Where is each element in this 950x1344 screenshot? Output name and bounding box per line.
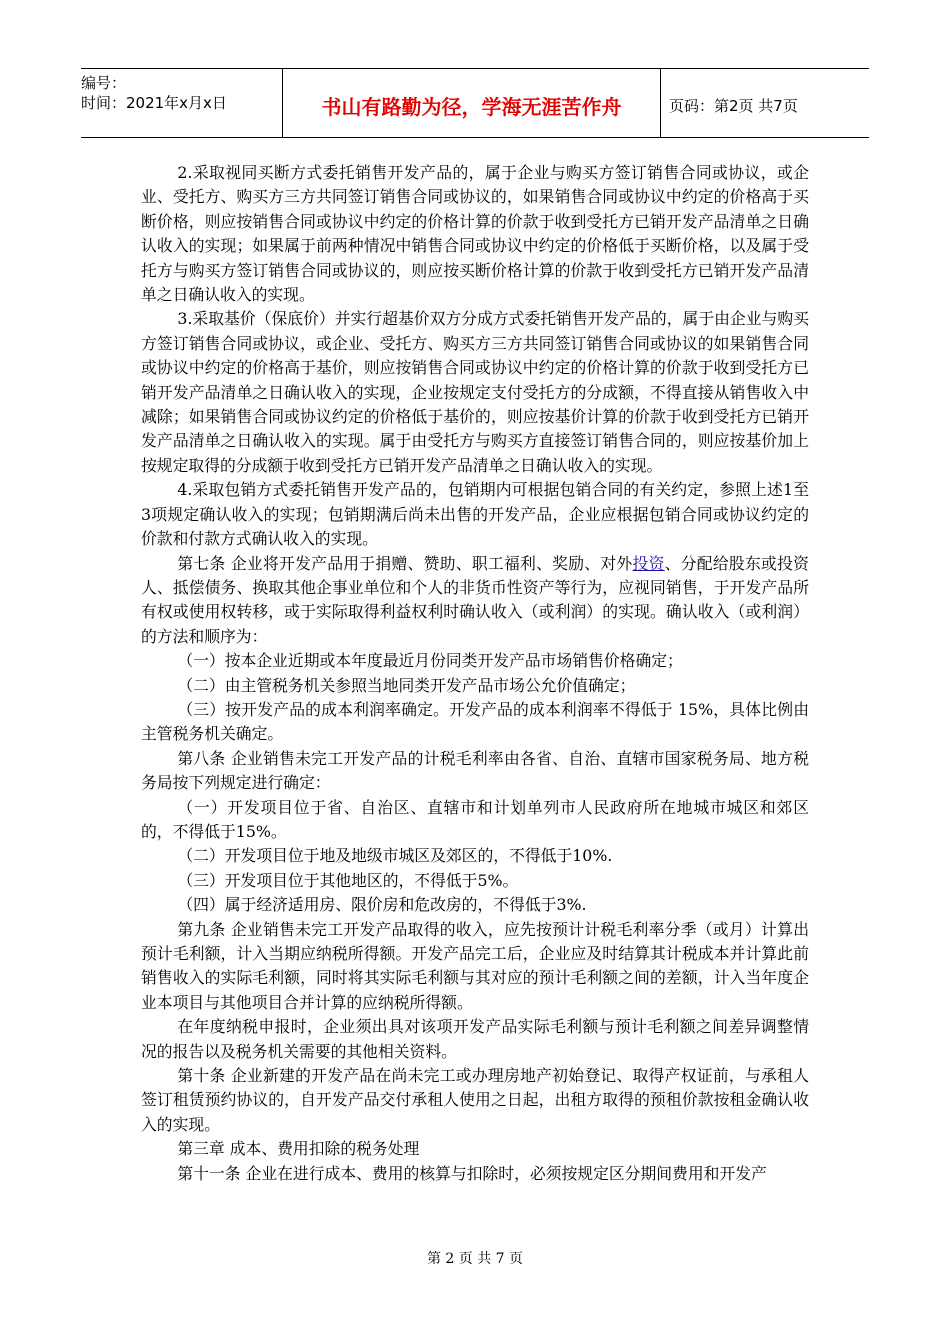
header-page-label: 页码：第2页 共7页 — [669, 96, 798, 115]
paragraph: （三）按开发产品的成本利润率确定。开发产品的成本利润率不得低于 15%，具体比例由主管税务机关确定。 — [141, 699, 809, 744]
paragraph: （四）属于经济适用房、限价房和危改房的，不得低于3%. — [177, 895, 587, 915]
code-label: 编号： — [81, 74, 127, 92]
document-body — [141, 161, 809, 1186]
paragraph: 在年度纳税申报时，企业须出具对该项开发产品实际毛利额与预计毛利额之间差异调整情况的报告以及税务机关需要的其他相关资料。 — [141, 1017, 809, 1061]
motto: 书山有路勤为径，学海无涯苦作舟 — [283, 69, 661, 137]
paragraph: （一）按本企业近期或本年度最近月份同类开发产品市场销售价格确定； — [177, 651, 683, 671]
page-footer: 第 2 页 共 7 页 — [426, 1251, 524, 1267]
date-label: 时间：2021年x月x日 — [81, 94, 227, 112]
paragraph-text: 、分配给股东或投资人、抵偿债务、换取其他企事业单位和个人的非货币性资产等行为，应视同销售，于开发产品所有权或使用权转移，或于实际取得利益权利时确认收入（或利润）的实现。确认收入（或利润）的方法和顺序为： — [141, 553, 809, 646]
paragraph: 4.采取包销方式委托销售开发产品的，包销期内可根据包销合同的有关约定，参照上述1至3项规定确认收入的实现；包销期满后尚未出售的开发产品，企业应根据包销合同或协议约定的价款和付款方式确认收入的实现。 — [141, 480, 809, 549]
paragraph: （二）由主管税务机关参照当地同类开发产品市场公允价值确定； — [177, 675, 636, 695]
header-left-cell — [81, 69, 283, 137]
paragraph: （三）开发项目位于其他地区的，不得低于5%。 — [177, 870, 519, 890]
paragraph: （一）开发项目位于省、自治区、直辖市和计划单列市人民政府所在地城市城区和郊区的，不得低于15%。 — [141, 797, 809, 841]
paragraph: 第十条 企业新建的开发产品在尚未完工或办理房地产初始登记、取得产权证前，与承租人签订租赁预约协议的，自开发产品交付承租人使用之日起，出租方取得的预租价款按租金确认收入的实现。 — [141, 1066, 809, 1134]
paragraph: 第九条 企业销售未完工开发产品取得的收入，应先按预计计税毛利率分季（或月）计算出预计毛利额，计入当期应纳税所得额。开发产品完工后，企业应及时结算其计税成本并计算此前销售收入的实际毛利额，同时将其实际毛利额与其对应的预计毛利额之间的差额，计入当年度企业本项目与其他项目合并计算的应纳税所得额。 — [141, 919, 809, 1012]
paragraph: 第十一条 企业在进行成本、费用的核算与扣除时，必须按规定区分期间费用和开发产 — [177, 1163, 767, 1183]
paragraph: 第八条 企业销售未完工开发产品的计税毛利率由各省、自治、直辖市国家税务局、地方税务局按下列规定进行确定： — [141, 748, 809, 793]
paragraph — [141, 552, 809, 650]
paragraph: 3.采取基价（保底价）并实行超基价双方分成方式委托销售开发产品的，属于由企业与购买方签订销售合同或协议，或企业、受托方、购买方三方共同签订销售合同或协议的如果销售合同或协议中约定的价格高于基价，则应按销售合同或协议中约定的价格计算的价款于收到受托方已销开发产品清单之日确认收入的实现，企业按规定支付受托方的分成额，不得直接从销售收入中减除；如果销售合同或协议约定的价格低于基价的，则应按基价计算的价款于收到受托方已销开发产品清单之日确认收入的实现。属于由受托方与购买方直接签订销售合同的，则应按基价加上按规定取得的分成额于收到受托方已销开发产品清单之日确认收入的实现。 — [141, 309, 809, 475]
page-header — [81, 68, 869, 138]
paragraph: 2.采取视同买断方式委托销售开发产品的，属于企业与购买方签订销售合同或协议，或企业、受托方、购买方三方共同签订销售合同或协议的，如果销售合同或协议中约定的价格高于买断价格，则应按销售合同或协议中约定的价格计算的价款于收到受托方已销开发产品清单之日确认收入的实现；如果属于前两种情况中销售合同或协议中约定的价格低于买断价格，以及属于受托方与购买方签订销售合同或协议的，则应按买断价格计算的价款于收到受托方已销开发产品清单之日确认收入的实现。 — [141, 163, 809, 305]
paragraph: （二）开发项目位于地及地级市城区及郊区的，不得低于10%. — [177, 846, 613, 866]
paragraph-text: 第七条 企业将开发产品用于捐赠、赞助、职工福利、奖励、对外 — [177, 553, 633, 573]
investment-link[interactable]: 投资 — [632, 553, 665, 573]
chapter-heading: 第三章 成本、费用扣除的税务处理 — [177, 1139, 420, 1159]
